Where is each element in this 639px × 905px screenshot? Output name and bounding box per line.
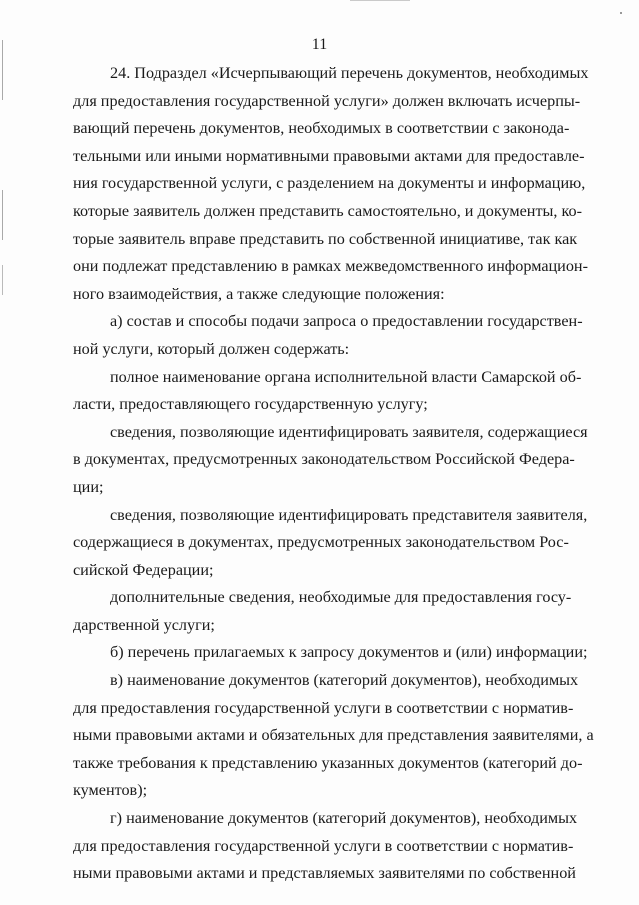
paragraph-pa — [73, 308, 583, 363]
text-line: дополнительные сведения, необходимые для предоставления госу- — [110, 588, 572, 607]
text-line: кументов); — [73, 781, 148, 800]
text-line: ния государственной услуги, с разделением на документы и информацию, — [73, 174, 586, 193]
text-line: для предоставления государственной услуги в соответствии с норматив- — [73, 698, 574, 717]
scan-mark — [350, 0, 410, 1]
document-body — [73, 60, 594, 888]
text-line: б) перечень прилагаемых к запросу документов и (или) информации; — [110, 643, 588, 662]
paragraph-pa1 — [73, 364, 582, 419]
text-line: дарственной услуги; — [73, 615, 215, 634]
text-line: полное наименование органа исполнительной власти Самарской об- — [110, 367, 582, 386]
text-line: содержащиеся в документах, предусмотренных законодательством Рос- — [73, 533, 569, 552]
text-line: 24. Подраздел «Исчерпывающий перечень документов, необходимых — [110, 64, 589, 82]
text-line: для предоставления государственной услуги в соответствии с норматив- — [73, 836, 574, 855]
text-line: сведения, позволяющие идентифицировать представителя заявителя, — [110, 505, 588, 524]
page-number: 11 — [311, 36, 328, 53]
text-line: ными правовыми актами и обязательных для представления заявителями, а — [73, 726, 594, 745]
paragraph-pv — [73, 667, 594, 805]
paragraph-pg — [73, 805, 578, 888]
paragraph-p24 — [73, 60, 589, 308]
text-line: сведения, позволяющие идентифицировать заявителя, содержащиеся — [110, 422, 588, 441]
text-line: сийской Федерации; — [73, 560, 214, 579]
text-line: в) наименование документов (категорий документов), необходимых — [110, 671, 579, 690]
paragraph-pa3 — [73, 502, 588, 585]
text-line: для предоставления государственной услуги» должен включать исчерпы- — [73, 91, 581, 110]
text-line: тельными или иными нормативными правовыми актами для предоставле- — [73, 146, 585, 165]
text-line: также требования к представлению указанных документов (категорий до- — [73, 753, 583, 772]
text-line: торые заявитель вправе представить по собственной инициативе, так как — [73, 229, 578, 248]
text-line: а) состав и способы подачи запроса о предоставлении государствен- — [110, 312, 583, 331]
paragraph-pb — [73, 639, 588, 667]
scan-mark — [2, 190, 3, 240]
text-line: ции; — [73, 477, 104, 496]
paragraph-pa4 — [73, 584, 572, 639]
text-line: в документах, предусмотренных законодательством Российской Федера- — [73, 450, 575, 469]
text-line: г) наименование документов (категорий документов), необходимых — [110, 809, 578, 828]
scan-mark — [2, 265, 3, 295]
text-line: они подлежат представлению в рамках межведомственного информацион- — [73, 257, 588, 276]
paragraph-pa2 — [73, 419, 588, 502]
text-line: ласти, предоставляющего государственную услугу; — [73, 395, 428, 414]
text-line: вающий перечень документов, необходимых в соответствии с законода- — [73, 119, 570, 138]
text-line: ного взаимодействия, а также следующие положения: — [73, 284, 445, 303]
text-line: ной услуги, который должен содержать: — [73, 339, 350, 358]
text-line: которые заявитель должен представить самостоятельно, и документы, ко- — [73, 201, 583, 220]
text-line: ными правовыми актами и представляемых заявителями по собственной — [73, 864, 576, 883]
scan-mark — [620, 12, 622, 14]
